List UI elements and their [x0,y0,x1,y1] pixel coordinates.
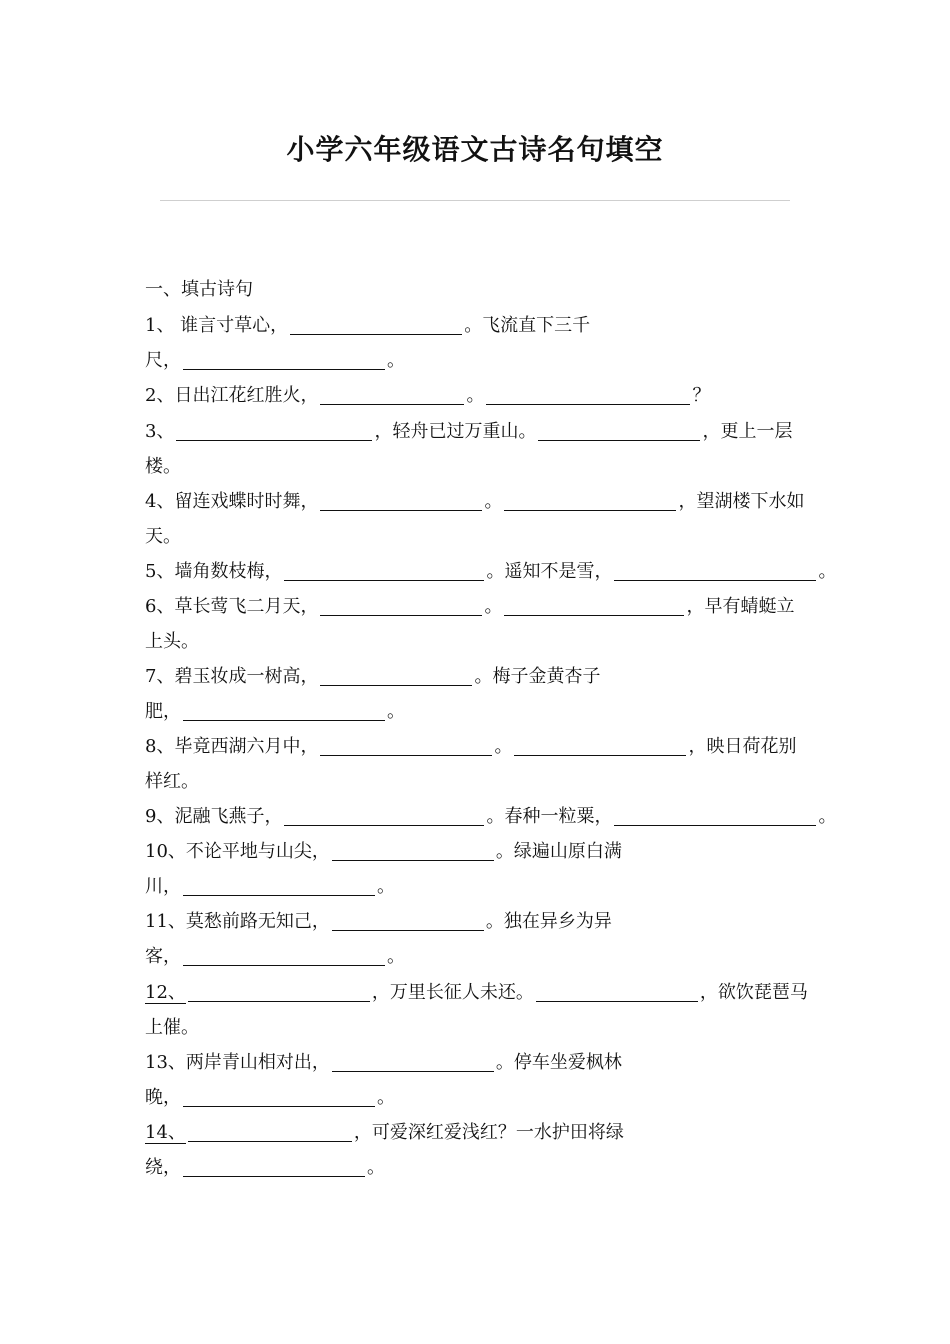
question-line: 肥， 。 [145,701,405,722]
answer-blank[interactable] [183,1156,365,1177]
answer-blank[interactable] [332,840,494,861]
section-heading: 一、填古诗句 [145,279,253,300]
answer-blank[interactable] [183,349,385,370]
question-line: 客， 。 [145,946,405,967]
answer-blank[interactable] [188,1121,352,1142]
answer-blank[interactable] [332,1051,494,1072]
answer-blank[interactable] [320,490,482,511]
answer-blank[interactable] [183,875,375,896]
answer-blank[interactable] [284,560,484,581]
question-line: 晚， 。 [145,1087,395,1108]
question-line: 天。 [145,526,181,547]
answer-blank[interactable] [614,560,816,581]
question-line: 1、 谁言寸草心， 。飞流直下三千 [145,315,591,336]
answer-blank[interactable] [514,735,686,756]
answer-blank[interactable] [486,384,690,405]
question-line: 3、 ，轻舟已过万重山。 ，更上一层 [145,421,793,442]
question-line: 上催。 [145,1017,199,1038]
answer-blank[interactable] [320,595,482,616]
answer-blank[interactable] [183,1086,375,1107]
question-line: 绕， 。 [145,1157,385,1178]
question-line: 8、毕竟西湖六月中， 。 ，映日荷花别 [145,736,797,757]
answer-blank[interactable] [188,981,370,1002]
answer-blank[interactable] [536,981,698,1002]
answer-blank[interactable] [320,384,464,405]
question-line: 14、 ，可爱深红爱浅红？一水护田将绿 [145,1122,624,1143]
answer-blank[interactable] [614,805,816,826]
answer-blank[interactable] [284,805,484,826]
question-line: 12、 ，万里长征人未还。 ，欲饮琵琶马 [145,982,808,1003]
answer-blank[interactable] [290,314,462,335]
question-line: 楼。 [145,456,181,477]
question-line: 10、不论平地与山尖， 。绿遍山原白满 [145,841,622,862]
question-line: 2、日出江花红胜火， 。 ？ [145,385,711,406]
answer-blank[interactable] [320,665,472,686]
answer-blank[interactable] [332,910,484,931]
question-line: 5、墙角数枝梅， 。遥知不是雪， 。 [145,561,837,582]
answer-blank[interactable] [320,735,492,756]
question-line: 样红。 [145,771,199,792]
answer-blank[interactable] [183,700,385,721]
question-line: 上头。 [145,631,199,652]
question-line: 13、两岸青山相对出， 。停车坐爱枫林 [145,1052,622,1073]
answer-blank[interactable] [183,945,385,966]
question-line: 9、泥融飞燕子， 。春种一粒粟， 。 [145,806,837,827]
answer-blank[interactable] [504,595,684,616]
answer-blank[interactable] [504,490,676,511]
page-title: 小学六年级语文古诗名句填空 [286,133,664,166]
question-line: 11、莫愁前路无知己， 。独在异乡为异 [145,911,612,932]
question-line: 7、碧玉妆成一树高， 。梅子金黄杏子 [145,666,601,687]
answer-blank[interactable] [538,420,700,441]
question-line: 川， 。 [145,876,395,897]
answer-blank[interactable] [176,420,372,441]
title-divider [160,200,790,201]
question-line: 4、留连戏蝶时时舞， 。 ，望湖楼下水如 [145,491,805,512]
question-line: 尺， 。 [145,350,405,371]
question-line: 6、草长莺飞二月天， 。 ，早有蜻蜓立 [145,596,795,617]
